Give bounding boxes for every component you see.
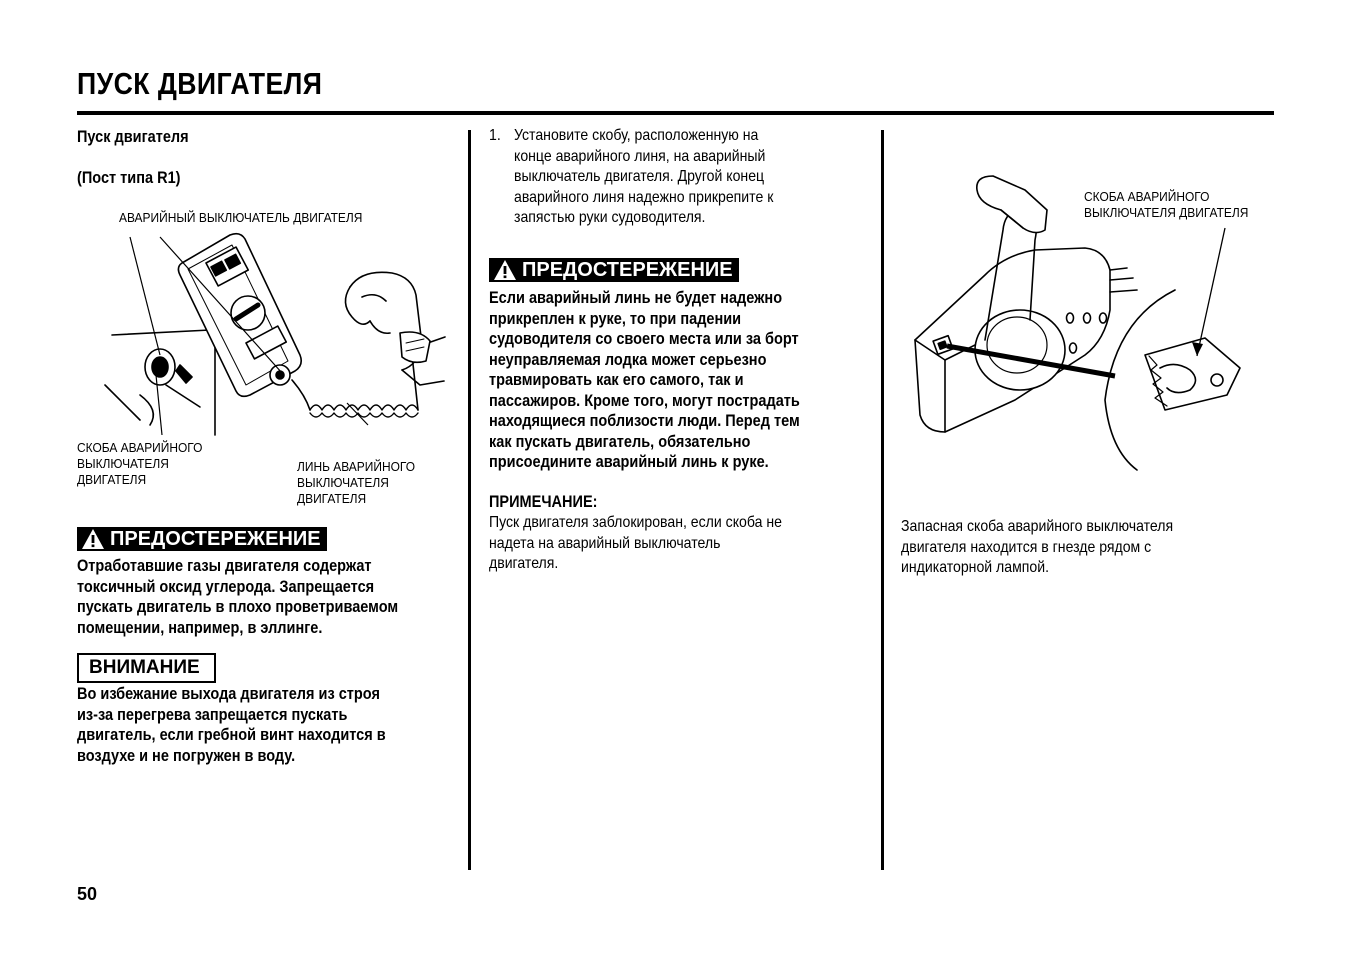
note-text: Пуск двигателя заблокирован, если скоба не надета на аварийный выключатель двигателя. bbox=[489, 514, 782, 572]
warning-banner bbox=[77, 527, 327, 551]
header-rule bbox=[77, 111, 1274, 115]
remote-control-illustration bbox=[905, 170, 1265, 470]
figure-label-spare-clip: СКОБА АВАРИЙНОГО ВЫКЛЮЧАТЕЛЯ ДВИГАТЕЛЯ bbox=[1084, 189, 1249, 220]
column-divider-right bbox=[881, 130, 884, 870]
warning-text-exhaust: Отработавшие газы двигателя содержат токсичный оксид углерода. Запрещается пускать двигатель в плохо проветриваемом помещении, например, в эллинге. bbox=[77, 557, 399, 637]
page-title: ПУСК ДВИГАТЕЛЯ bbox=[77, 66, 323, 101]
figure-label-lanyard: ЛИНЬ АВАРИЙНОГО ВЫКЛЮЧАТЕЛЯ ДВИГАТЕЛЯ bbox=[297, 459, 416, 506]
notice-text-overheat: Во избежание выхода двигателя из строя из-за перегрева запрещается пускать двигатель, если гребной винт находится в воздухе и не погружен в воду. bbox=[77, 685, 386, 765]
warning-triangle-icon bbox=[81, 528, 105, 550]
warning-banner-lanyard bbox=[489, 258, 739, 282]
notice-banner: ВНИМАНИЕ bbox=[77, 653, 216, 683]
warning-label: ПРЕДОСТЕРЕЖЕНИЕ bbox=[110, 528, 321, 550]
kill-switch-illustration bbox=[100, 225, 460, 450]
step-text: Установите скобу, расположенную на конце аварийного линя, на аварийный выключатель двигателя. Другой конец аварийного линя надежно прикрепите к запястью руки судоводителя. bbox=[514, 127, 774, 226]
page-number: 50 bbox=[77, 884, 98, 904]
warning-text-lanyard: Если аварийный линь не будет надежно прикреплен к руке, то при падении судоводителя со своего места или за борт неуправляемая лодка может серьезно травмировать как его самого, так и пассажиров. Кроме того, могут пострадать находящиеся поблизости люди. Перед тем как пускать двигатель, обязательно присоедините аварийный линь к руке. bbox=[489, 289, 800, 471]
section-subheading: (Пост типа R1) bbox=[77, 169, 181, 187]
spare-clip-text: Запасная скоба аварийного выключателя двигателя находится в гнезде рядом с индикаторной лампой. bbox=[901, 518, 1174, 576]
column-divider-left bbox=[468, 130, 471, 870]
figure-label-clip: СКОБА АВАРИЙНОГО ВЫКЛЮЧАТЕЛЯ ДВИГАТЕЛЯ bbox=[77, 440, 203, 487]
figure-label-kill-switch: АВАРИЙНЫЙ ВЫКЛЮЧАТЕЛЬ ДВИГАТЕЛЯ bbox=[119, 210, 363, 225]
note-label: ПРИМЕЧАНИЕ: bbox=[489, 493, 598, 511]
warning-triangle-icon bbox=[493, 259, 517, 281]
section-heading: Пуск двигателя bbox=[77, 128, 189, 146]
step-number: 1. bbox=[489, 127, 501, 144]
warning-label: ПРЕДОСТЕРЕЖЕНИЕ bbox=[522, 259, 733, 281]
